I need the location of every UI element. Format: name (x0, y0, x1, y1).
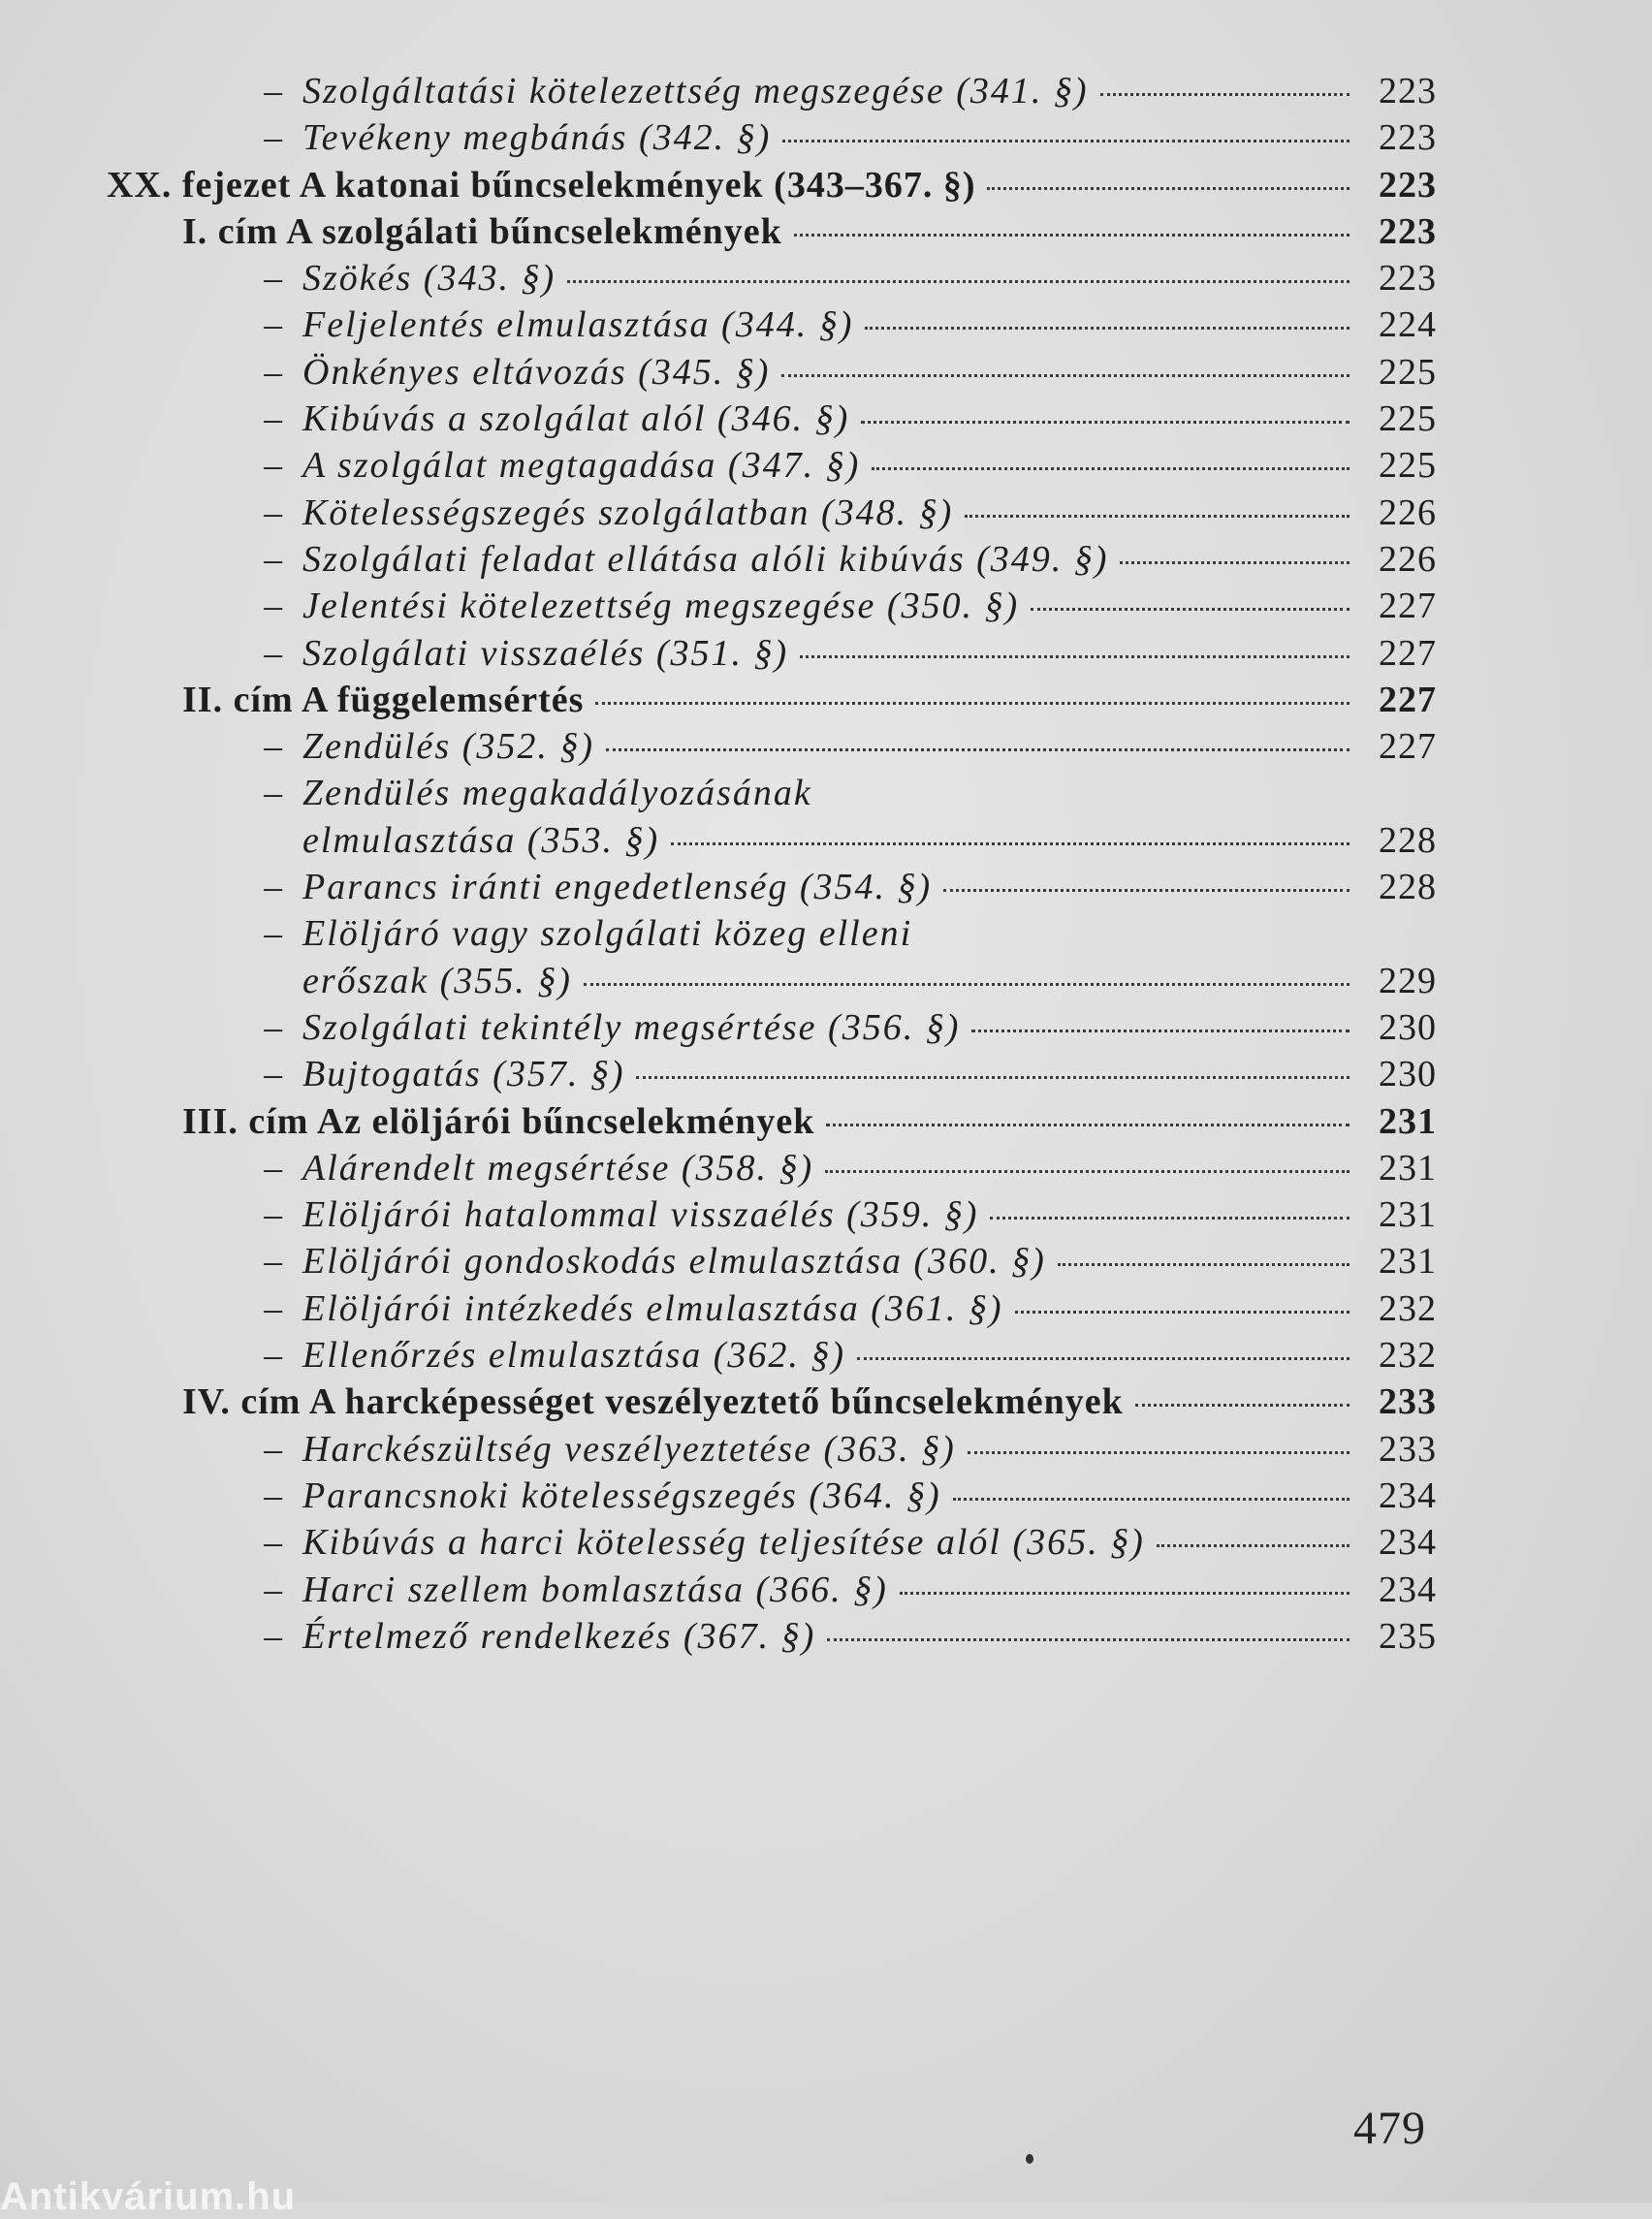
toc-row-content (264, 770, 1361, 816)
toc-entry-title: Ellenőrzés elmulasztása (362. §) (302, 1335, 846, 1377)
toc-dash: – (264, 1615, 282, 1657)
toc-page-number: 227 (1379, 632, 1437, 674)
dot-leader (953, 1498, 1350, 1501)
page-number: 479 (1353, 2103, 1426, 2154)
toc-entry-title: elmulasztása (353. §) (302, 819, 660, 861)
toc-entry-title: Jelentési kötelezettség megszegése (350. §) (302, 586, 1020, 627)
toc-dash: – (264, 71, 282, 111)
toc-entry-title: A szolgálat megtagadása (347. §) (302, 445, 861, 487)
toc-page-number: 232 (1379, 1287, 1437, 1329)
toc-page-number: 234 (1379, 1522, 1437, 1564)
toc-row-content (302, 817, 1361, 864)
toc-dash: – (264, 867, 282, 908)
toc-page-number: 226 (1379, 491, 1437, 533)
toc-entry-title: IV. cím A harcképességet veszélyeztető bűncselekmények (182, 1381, 1124, 1423)
toc-row-content (264, 1285, 1361, 1332)
toc-row-content (182, 677, 1361, 723)
toc-row (0, 490, 1652, 536)
toc-dash: – (264, 1428, 282, 1470)
toc-row (0, 162, 1652, 208)
toc-dash: – (264, 117, 282, 159)
toc-entry-title: Parancsnoki kötelességszegés (364. §) (302, 1474, 941, 1516)
toc-entry-title: Kötelességszegés szolgálatban (348. §) (302, 491, 954, 533)
toc-dash: – (264, 491, 282, 533)
toc-page-number: 232 (1379, 1335, 1437, 1377)
toc-row-content (264, 630, 1361, 677)
toc-dash: – (264, 726, 282, 768)
toc-row-content (264, 1613, 1361, 1660)
toc-entry-title: III. cím Az elöljárói bűncselekmények (182, 1100, 815, 1142)
toc-page-number: 225 (1379, 398, 1437, 440)
dot-leader (968, 1451, 1350, 1454)
toc-entry-title: Bujtogatás (357. §) (302, 1054, 625, 1095)
toc-page-number: 230 (1379, 1054, 1437, 1095)
toc-page-number: 227 (1379, 679, 1437, 720)
dot-leader (825, 1170, 1350, 1173)
toc-dash: – (264, 1474, 282, 1516)
toc-entry-title: Elöljárói intézkedés elmulasztása (361. §) (302, 1287, 1003, 1329)
dot-leader (636, 1076, 1350, 1079)
toc-entry-title: Feljelentés elmulasztása (344. §) (302, 304, 854, 346)
dot-leader (943, 889, 1350, 892)
toc-row (0, 864, 1652, 910)
toc-page-number: 231 (1379, 1100, 1437, 1142)
toc-row (0, 910, 1652, 957)
dot-leader (857, 1357, 1350, 1360)
dot-leader (861, 421, 1350, 424)
toc-row (0, 723, 1652, 770)
toc-page-number: 228 (1379, 819, 1437, 861)
toc-entry-title: Szolgálati visszaélés (351. §) (302, 632, 789, 674)
dot-leader (872, 467, 1350, 470)
toc-row-content (264, 910, 1361, 957)
toc-row-content (264, 1191, 1361, 1238)
dot-leader (781, 374, 1350, 377)
toc-entry-title: Elöljáró vagy szolgálati közeg elleni (302, 913, 913, 955)
dot-leader (826, 1124, 1350, 1126)
toc-row (0, 817, 1652, 864)
toc-row-content (264, 1473, 1361, 1519)
toc-page-number: 230 (1379, 1006, 1437, 1048)
toc-row (0, 1473, 1652, 1519)
toc-row (0, 1145, 1652, 1191)
toc-row-content (264, 442, 1361, 489)
dot-leader (987, 187, 1350, 190)
toc-row-content (182, 1379, 1361, 1425)
toc-dash: – (264, 304, 282, 346)
toc-row-content (264, 1426, 1361, 1473)
toc-entry-title: Elöljárói gondoskodás elmulasztása (360. §) (302, 1241, 1046, 1283)
toc-page-number: 225 (1379, 445, 1437, 487)
toc-entry-title: Szolgáltatási kötelezettség megszegése (341. §) (302, 71, 1089, 111)
toc-entry-title: Zendülés megakadályozásának (302, 773, 812, 814)
toc-row-content (264, 1519, 1361, 1566)
toc-page-number: 231 (1379, 1147, 1437, 1189)
toc-entry-title: Harckészültség veszélyeztetése (363. §) (302, 1428, 956, 1470)
toc-entry-title: erőszak (355. §) (302, 960, 572, 1001)
toc-row (0, 1051, 1652, 1097)
dot-leader (971, 1030, 1350, 1032)
toc-row-content (264, 864, 1361, 910)
toc-page-number: 231 (1379, 1241, 1437, 1283)
toc-entry-title: Értelmező rendelkezés (367. §) (302, 1615, 816, 1657)
toc-row (0, 677, 1652, 723)
dot-leader (1015, 1311, 1350, 1314)
dot-leader (1100, 93, 1350, 96)
toc-dash: – (264, 1569, 282, 1610)
toc-dash: – (264, 445, 282, 487)
toc-row (0, 396, 1652, 442)
toc-entry-title: Kibúvás a harci kötelesség teljesítése alól (365. §) (302, 1522, 1145, 1564)
toc-row (0, 442, 1652, 489)
toc-row (0, 349, 1652, 396)
toc-page-number: 226 (1379, 538, 1437, 580)
toc-entry-title: I. cím A szolgálati bűncselekmények (182, 210, 782, 252)
toc-page-number: 223 (1379, 210, 1437, 252)
toc-row-content (107, 162, 1361, 208)
toc-page-number: 227 (1379, 586, 1437, 627)
toc-row (0, 1567, 1652, 1613)
toc-dash: – (264, 632, 282, 674)
toc-entry-title: Harci szellem bomlasztása (366. §) (302, 1569, 888, 1610)
toc-page-number: 234 (1379, 1569, 1437, 1610)
toc-dash: – (264, 398, 282, 440)
toc-entry-title: Parancs iránti engedetlenség (354. §) (302, 867, 933, 908)
toc-row-content (302, 958, 1361, 1004)
dot-leader (584, 983, 1350, 986)
toc-row-content (264, 583, 1361, 629)
toc-dash: – (264, 913, 282, 955)
toc-row-content (264, 723, 1361, 770)
toc-dash: – (264, 1522, 282, 1564)
toc-page-number: 227 (1379, 726, 1437, 768)
toc-entry-title: Zendülés (352. §) (302, 726, 595, 768)
toc-page-number: 234 (1379, 1474, 1437, 1516)
toc-row (0, 583, 1652, 629)
toc-page-number: 224 (1379, 304, 1437, 346)
dot-leader (1120, 561, 1350, 564)
toc-row (0, 1613, 1652, 1660)
toc-entry-title: Szolgálati feladat ellátása alóli kibúvás (349. §) (302, 538, 1109, 580)
toc-dash: – (264, 1147, 282, 1189)
toc-entry-title: Kibúvás a szolgálat alól (346. §) (302, 398, 850, 440)
dot-leader (1031, 608, 1350, 611)
toc-row (0, 958, 1652, 1004)
toc-row-content (264, 490, 1361, 536)
dot-leader (595, 702, 1350, 705)
ink-speck (1026, 2154, 1033, 2164)
table-of-contents (0, 68, 1652, 1660)
toc-row (0, 1285, 1652, 1332)
toc-entry-title: Szökés (343. §) (302, 258, 556, 300)
toc-row (0, 255, 1652, 301)
dot-leader (900, 1592, 1350, 1595)
toc-row (0, 1426, 1652, 1473)
watermark-logo: Antikvárium.hu (0, 2175, 297, 2218)
toc-page-number: 223 (1379, 71, 1437, 111)
toc-entry-title: XX. fejezet A katonai bűncselekmények (343–367. §) (107, 164, 976, 206)
toc-row-content (264, 349, 1361, 396)
toc-row (0, 1238, 1652, 1284)
toc-row-content (182, 208, 1361, 255)
dot-leader (782, 140, 1350, 143)
toc-row (0, 1519, 1652, 1566)
toc-page-number: 231 (1379, 1194, 1437, 1236)
dot-leader (794, 234, 1350, 237)
toc-row (0, 114, 1652, 161)
dot-leader (800, 655, 1350, 658)
toc-dash: – (264, 1287, 282, 1329)
toc-dash: – (264, 1335, 282, 1377)
toc-entry-title: Tevékeny megbánás (342. §) (302, 117, 772, 159)
toc-page-number: 223 (1379, 258, 1437, 300)
toc-row-content (264, 1004, 1361, 1051)
toc-row-content (264, 301, 1361, 348)
dot-leader (606, 748, 1350, 751)
toc-row-content (264, 1238, 1361, 1284)
toc-row-content (264, 1145, 1361, 1191)
toc-row-content (264, 1332, 1361, 1379)
toc-page-number: 223 (1379, 117, 1437, 159)
toc-row-content (264, 114, 1361, 161)
toc-dash: – (264, 1241, 282, 1283)
toc-page-number: 235 (1379, 1615, 1437, 1657)
toc-page-number: 225 (1379, 351, 1437, 393)
dot-leader (827, 1638, 1350, 1641)
dot-leader (671, 842, 1350, 845)
toc-page-number: 233 (1379, 1428, 1437, 1470)
toc-row-content (264, 1051, 1361, 1097)
toc-row-content (264, 68, 1361, 114)
toc-page-number: 229 (1379, 960, 1437, 1001)
toc-dash: – (264, 773, 282, 814)
toc-row (0, 1191, 1652, 1238)
toc-row (0, 208, 1652, 255)
toc-row-content (264, 1567, 1361, 1613)
toc-page-number: 233 (1379, 1381, 1437, 1423)
toc-page-number: 228 (1379, 867, 1437, 908)
dot-leader (1135, 1404, 1350, 1407)
toc-row-content (182, 1098, 1361, 1145)
toc-row (0, 1004, 1652, 1051)
toc-dash: – (264, 1006, 282, 1048)
dot-leader (965, 515, 1350, 518)
toc-row (0, 301, 1652, 348)
toc-dash: – (264, 1194, 282, 1236)
toc-dash: – (264, 1054, 282, 1095)
toc-entry-title: II. cím A függelemsértés (182, 679, 585, 720)
toc-row-content (264, 536, 1361, 583)
toc-row (0, 1332, 1652, 1379)
toc-entry-title: Szolgálati tekintély megsértése (356. §) (302, 1006, 961, 1048)
toc-row-content (264, 396, 1361, 442)
toc-dash: – (264, 258, 282, 300)
toc-entry-title: Alárendelt megsértése (358. §) (302, 1147, 814, 1189)
toc-entry-title: Önkényes eltávozás (345. §) (302, 351, 771, 393)
toc-row-content (264, 255, 1361, 301)
dot-leader (865, 327, 1350, 330)
toc-row (0, 630, 1652, 677)
toc-page-number: 223 (1379, 164, 1437, 206)
dot-leader (990, 1217, 1350, 1220)
toc-row (0, 1379, 1652, 1425)
dot-leader (567, 280, 1350, 283)
toc-dash: – (264, 586, 282, 627)
toc-row (0, 1098, 1652, 1145)
toc-row (0, 536, 1652, 583)
toc-row (0, 68, 1652, 114)
toc-dash: – (264, 351, 282, 393)
toc-dash: – (264, 538, 282, 580)
dot-leader (1058, 1263, 1350, 1266)
toc-entry-title: Elöljárói hatalommal visszaélés (359. §) (302, 1194, 979, 1236)
toc-row (0, 770, 1652, 816)
dot-leader (1157, 1544, 1350, 1547)
